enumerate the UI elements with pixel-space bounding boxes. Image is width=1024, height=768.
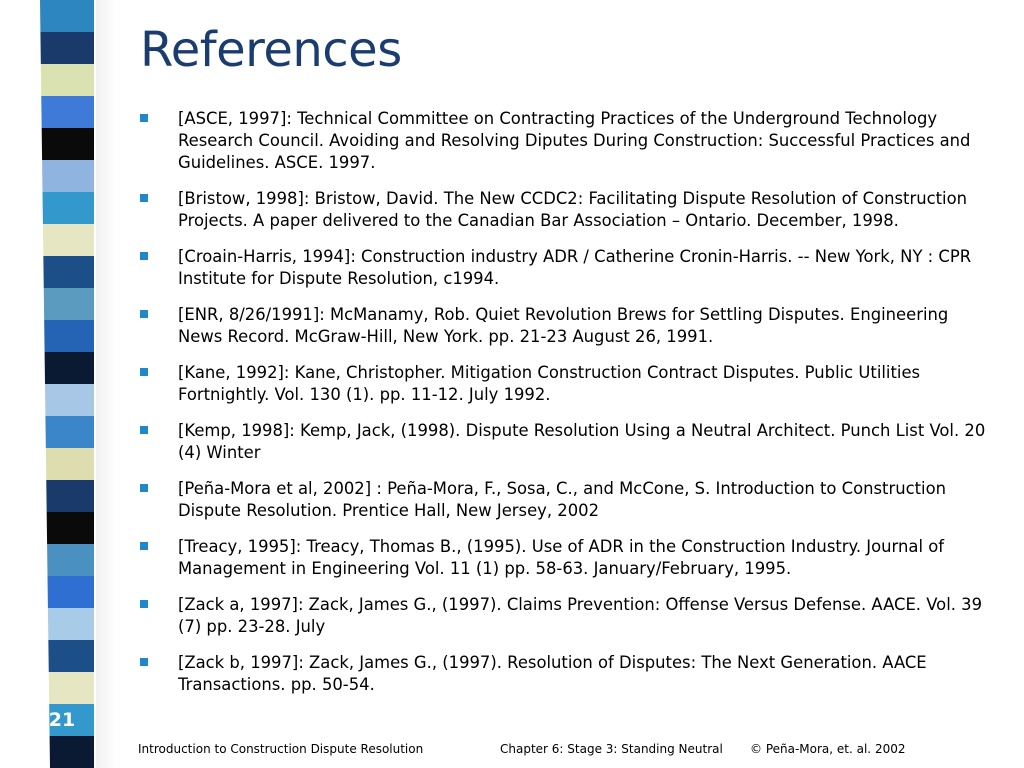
reference-item [140, 188, 988, 232]
decorative-stripe [36, 544, 98, 576]
decorative-stripe [36, 736, 98, 768]
reference-list [140, 108, 988, 710]
footer-chapter: Chapter 6: Stage 3: Standing Neutral [500, 742, 723, 756]
square-bullet-icon [140, 484, 148, 492]
decorative-stripe [36, 320, 98, 352]
reference-item [140, 652, 988, 696]
decorative-stripe [36, 64, 98, 96]
square-bullet-icon [140, 252, 148, 260]
edge-shadow [96, 0, 116, 768]
decorative-stripe [36, 96, 98, 128]
decorative-stripe [36, 576, 98, 608]
reference-item [140, 420, 988, 464]
reference-text: [Bristow, 1998]: Bristow, David. The New CCDC2: Facilitating Dispute Resolution of Construction Projects. A paper delivered to the Canadian Bar Association – Ontario. December, 1998. [178, 189, 968, 230]
square-bullet-icon [140, 310, 148, 318]
square-bullet-icon [140, 658, 148, 666]
decorative-side-band [0, 0, 120, 768]
reference-item [140, 536, 988, 580]
reference-text: [Kane, 1992]: Kane, Christopher. Mitigation Construction Contract Disputes. Public Utilities Fortnightly. Vol. 130 (1). pp. 11-12. July 1992. [178, 363, 921, 404]
reference-item [140, 304, 988, 348]
square-bullet-icon [140, 542, 148, 550]
decorative-stripe [36, 672, 98, 704]
reference-text: [ENR, 8/26/1991]: McManamy, Rob. Quiet Revolution Brews for Settling Disputes. Engineering News Record. McGraw-Hill, New York. pp. 21-23 August 26, 1991. [178, 305, 949, 346]
reference-item [140, 362, 988, 406]
square-bullet-icon [140, 368, 148, 376]
square-bullet-icon [140, 114, 148, 122]
reference-text: [Croain-Harris, 1994]: Construction industry ADR / Catherine Cronin-Harris. -- New York, NY : CPR Institute for Dispute Resolution, c1994. [178, 247, 972, 288]
square-bullet-icon [140, 194, 148, 202]
reference-text: [Zack a, 1997]: Zack, James G., (1997). Claims Prevention: Offense Versus Defense. AACE. Vol. 39 (7) pp. 23-28. July [178, 595, 983, 636]
reference-text: [Peña-Mora et al, 2002] : Peña-Mora, F., Sosa, C., and McCone, S. Introduction to Construction Dispute Resolution. Prentice Hall, New Jersey, 2002 [178, 479, 946, 520]
reference-item [140, 478, 988, 522]
decorative-stripe [36, 384, 98, 416]
decorative-stripe [36, 0, 98, 32]
decorative-stripe [36, 512, 98, 544]
decorative-stripe [36, 224, 98, 256]
page-title: References [140, 22, 402, 78]
decorative-stripe [36, 256, 98, 288]
reference-text: [Zack b, 1997]: Zack, James G., (1997). Resolution of Disputes: The Next Generation. AACE Transactions. pp. 50-54. [178, 653, 927, 694]
reference-item [140, 108, 988, 174]
decorative-stripe [36, 128, 98, 160]
decorative-stripe [36, 32, 98, 64]
reference-item [140, 594, 988, 638]
decorative-stripe [36, 448, 98, 480]
reference-text: [Kemp, 1998]: Kemp, Jack, (1998). Dispute Resolution Using a Neutral Architect. Punch List Vol. 20 (4) Winter [178, 421, 986, 462]
reference-text: [ASCE, 1997]: Technical Committee on Contracting Practices of the Underground Technology Research Council. Avoiding and Resolving Diputes During Construction: Successful Practices and Guidelines. ASCE. 1997. [178, 109, 971, 172]
decorative-stripe [36, 192, 98, 224]
page-number: 21 [48, 709, 76, 731]
square-bullet-icon [140, 426, 148, 434]
decorative-stripe [36, 288, 98, 320]
footer [138, 742, 958, 760]
footer-copyright: © Peña-Mora, et. al. 2002 [750, 742, 906, 756]
reference-item [140, 246, 988, 290]
striped-column [36, 0, 98, 768]
decorative-stripe [36, 608, 98, 640]
reference-text: [Treacy, 1995]: Treacy, Thomas B., (1995). Use of ADR in the Construction Industry. Journal of Management in Engineering Vol. 11 (1) pp. 58-63. January/February, 1995. [178, 537, 945, 578]
decorative-stripe [36, 352, 98, 384]
decorative-stripe [36, 640, 98, 672]
decorative-stripe [36, 416, 98, 448]
footer-course-title: Introduction to Construction Dispute Resolution [138, 742, 424, 756]
decorative-stripe [36, 480, 98, 512]
square-bullet-icon [140, 600, 148, 608]
decorative-stripe [36, 160, 98, 192]
